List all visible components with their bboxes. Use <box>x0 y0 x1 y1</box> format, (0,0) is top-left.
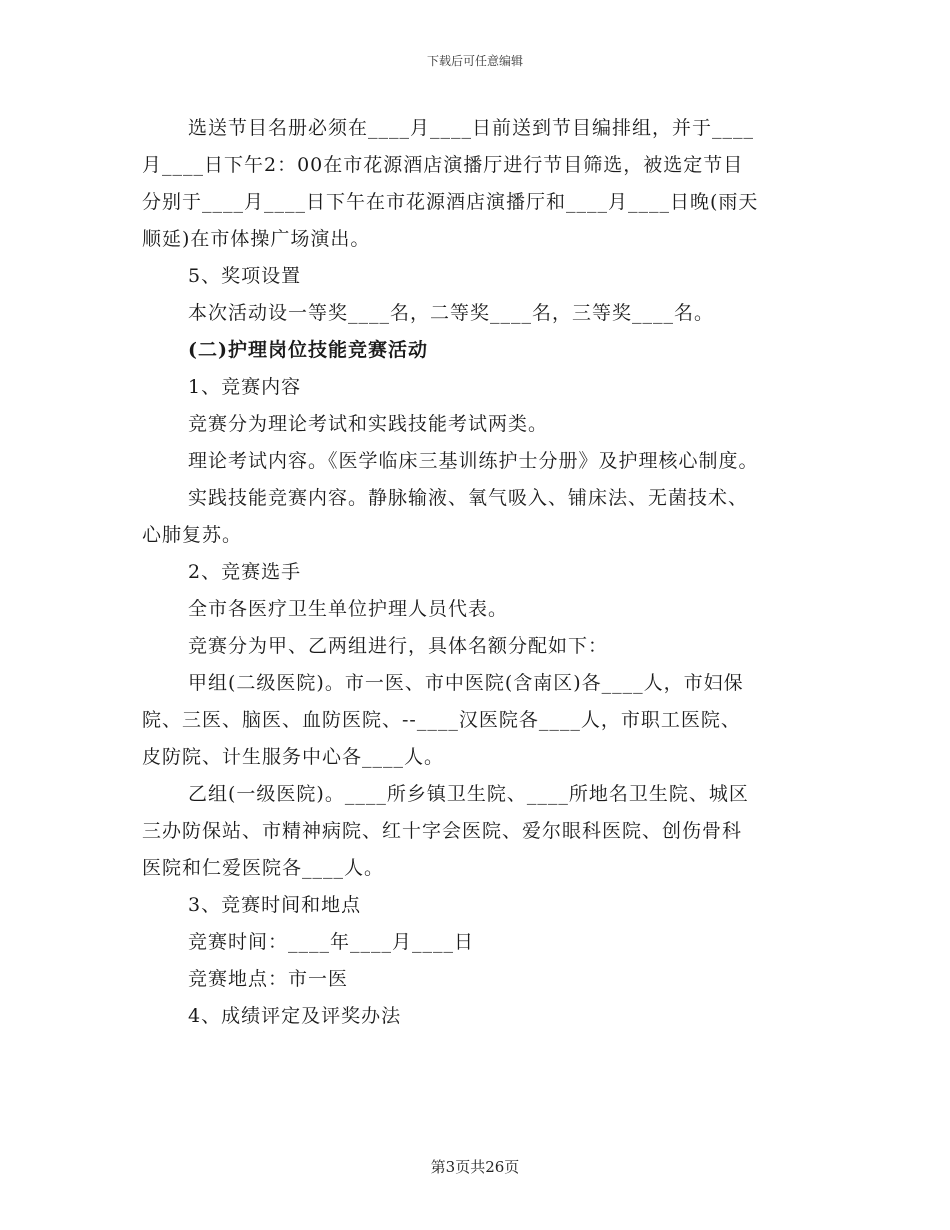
document-body <box>142 110 814 1035</box>
section-heading: 5、奖项设置 <box>188 265 302 287</box>
text-line: 本次活动设一等奖____名，二等奖____名，三等奖____名。 <box>188 302 715 324</box>
page-footer: 第3页共26页 <box>430 1158 520 1176</box>
text-line: 理论考试内容。《医学临床三基训练护士分册》及护理核心制度。 <box>188 450 759 472</box>
text-line: 皮防院、计生服务中心各____人。 <box>142 746 445 768</box>
text-line: 分别于____月____日下午在市花源酒店演播厅和____月____日晚(雨天 <box>142 191 759 213</box>
text-line: 医院和仁爱医院各____人。 <box>142 857 385 879</box>
text-line: 院、三医、脑医、血防医院、--____汉医院各____人，市职工医院、 <box>142 709 741 731</box>
text-line: 月____日下午2：00在市花源酒店演播厅进行节目筛选，被选定节目 <box>142 154 744 176</box>
text-line: 实践技能竞赛内容。静脉输液、氧气吸入、铺床法、无菌技术、 <box>188 487 749 509</box>
section-heading: 1、竞赛内容 <box>188 376 302 398</box>
text-line: 顺延)在市体操广场演出。 <box>142 228 371 250</box>
text-line: 竞赛分为理论考试和实践技能考试两类。 <box>188 413 549 435</box>
section-heading: 4、成绩评定及评奖办法 <box>188 1005 402 1027</box>
page-header: 下载后可任意编辑 <box>426 54 523 68</box>
text-line: 心肺复苏。 <box>142 524 243 546</box>
section-heading: 2、竞赛选手 <box>188 561 302 583</box>
chapter-heading: (二)护理岗位技能竞赛活动 <box>188 339 428 361</box>
text-line: 甲组(二级医院)。市一医、市中医院(含南区)各____人，市妇保 <box>188 672 744 694</box>
text-line: 竞赛分为甲、乙两组进行，具体名额分配如下： <box>188 635 609 657</box>
text-line: 三办防保站、市精神病院、红十字会医院、爱尔眼科医院、创伤骨科 <box>142 820 743 842</box>
section-heading: 3、竞赛时间和地点 <box>188 894 362 916</box>
text-line: 全市各医疗卫生单位护理人员代表。 <box>188 598 509 620</box>
text-line: 乙组(一级医院)。____所乡镇卫生院、____所地名卫生院、城区 <box>188 783 749 805</box>
text-line: 选送节目名册必须在____月____日前送到节目编排组，并于____ <box>188 117 755 139</box>
text-line: 竞赛时间：____年____月____日 <box>188 931 475 953</box>
text-line: 竞赛地点：市一医 <box>188 968 349 990</box>
